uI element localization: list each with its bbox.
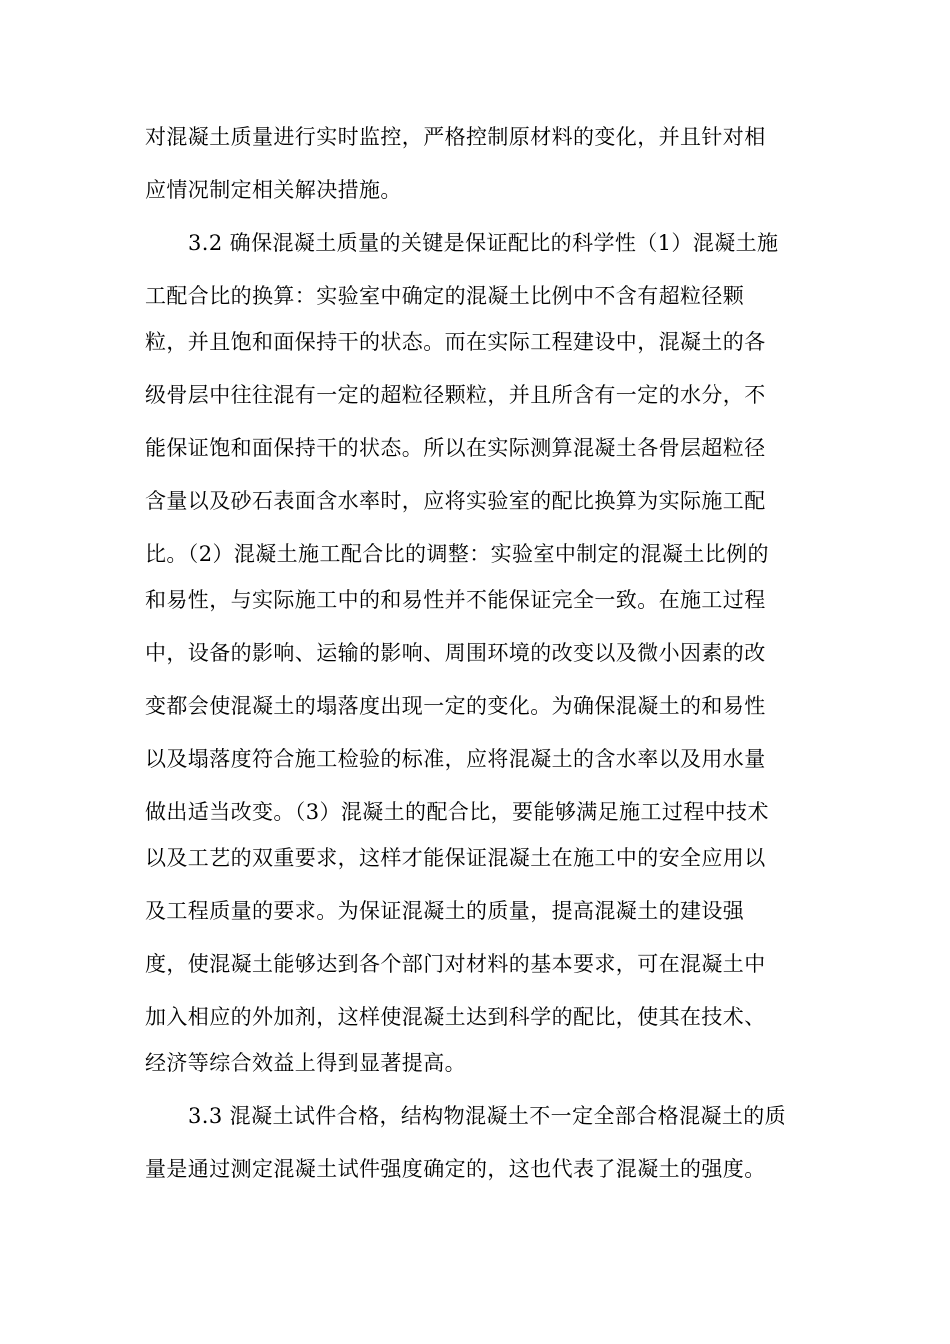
text-line: 以及塌落度符合施工检验的标准，应将混凝土的含水率以及用水量	[145, 747, 766, 771]
text-line: 量是通过测定混凝土试件强度确定的，这也代表了混凝土的强度。	[145, 1157, 766, 1181]
text-line: 度，使混凝土能够达到各个部门对材料的基本要求，可在混凝土中	[145, 952, 766, 976]
text-line: 对混凝土质量进行实时监控，严格控制原材料的变化，并且针对相	[145, 125, 766, 149]
text-line: 中，设备的影响、运输的影响、周围环境的改变以及微小因素的改	[145, 641, 766, 665]
text-line: 加入相应的外加剂，这样使混凝土达到科学的配比，使其在技术、	[145, 1005, 766, 1029]
text-line: 做出适当改变。（3）混凝土的配合比，要能够满足施工过程中技术	[145, 800, 769, 824]
text-line: 比。（2）混凝土施工配合比的调整：实验室中制定的混凝土比例的	[145, 542, 769, 566]
text-line: 级骨层中往往混有一定的超粒径颗粒，并且所含有一定的水分，不	[145, 383, 766, 407]
text-line: 3.2 确保混凝土质量的关键是保证配比的科学性（1）混凝土施	[188, 231, 779, 255]
text-line: 能保证饱和面保持干的状态。所以在实际测算混凝土各骨层超粒径	[145, 436, 766, 460]
text-line: 经济等综合效益上得到显著提高。	[145, 1051, 466, 1075]
text-line: 和易性，与实际施工中的和易性并不能保证完全一致。在施工过程	[145, 588, 766, 612]
text-line: 以及工艺的双重要求，这样才能保证混凝土在施工中的安全应用以	[145, 846, 766, 870]
text-line: 3.3 混凝土试件合格，结构物混凝土不一定全部合格混凝土的质	[188, 1104, 787, 1128]
text-line: 应情况制定相关解决措施。	[145, 178, 402, 202]
text-line: 粒，并且饱和面保持干的状态。而在实际工程建设中，混凝土的各	[145, 330, 766, 354]
text-line: 变都会使混凝土的塌落度出现一定的变化。为确保混凝土的和易性	[145, 694, 766, 718]
text-line: 及工程质量的要求。为保证混凝土的质量，提高混凝土的建设强	[145, 899, 745, 923]
text-line: 含量以及砂石表面含水率时，应将实验室的配比换算为实际施工配	[145, 489, 766, 513]
text-line: 工配合比的换算：实验室中确定的混凝土比例中不含有超粒径颗	[145, 284, 745, 308]
